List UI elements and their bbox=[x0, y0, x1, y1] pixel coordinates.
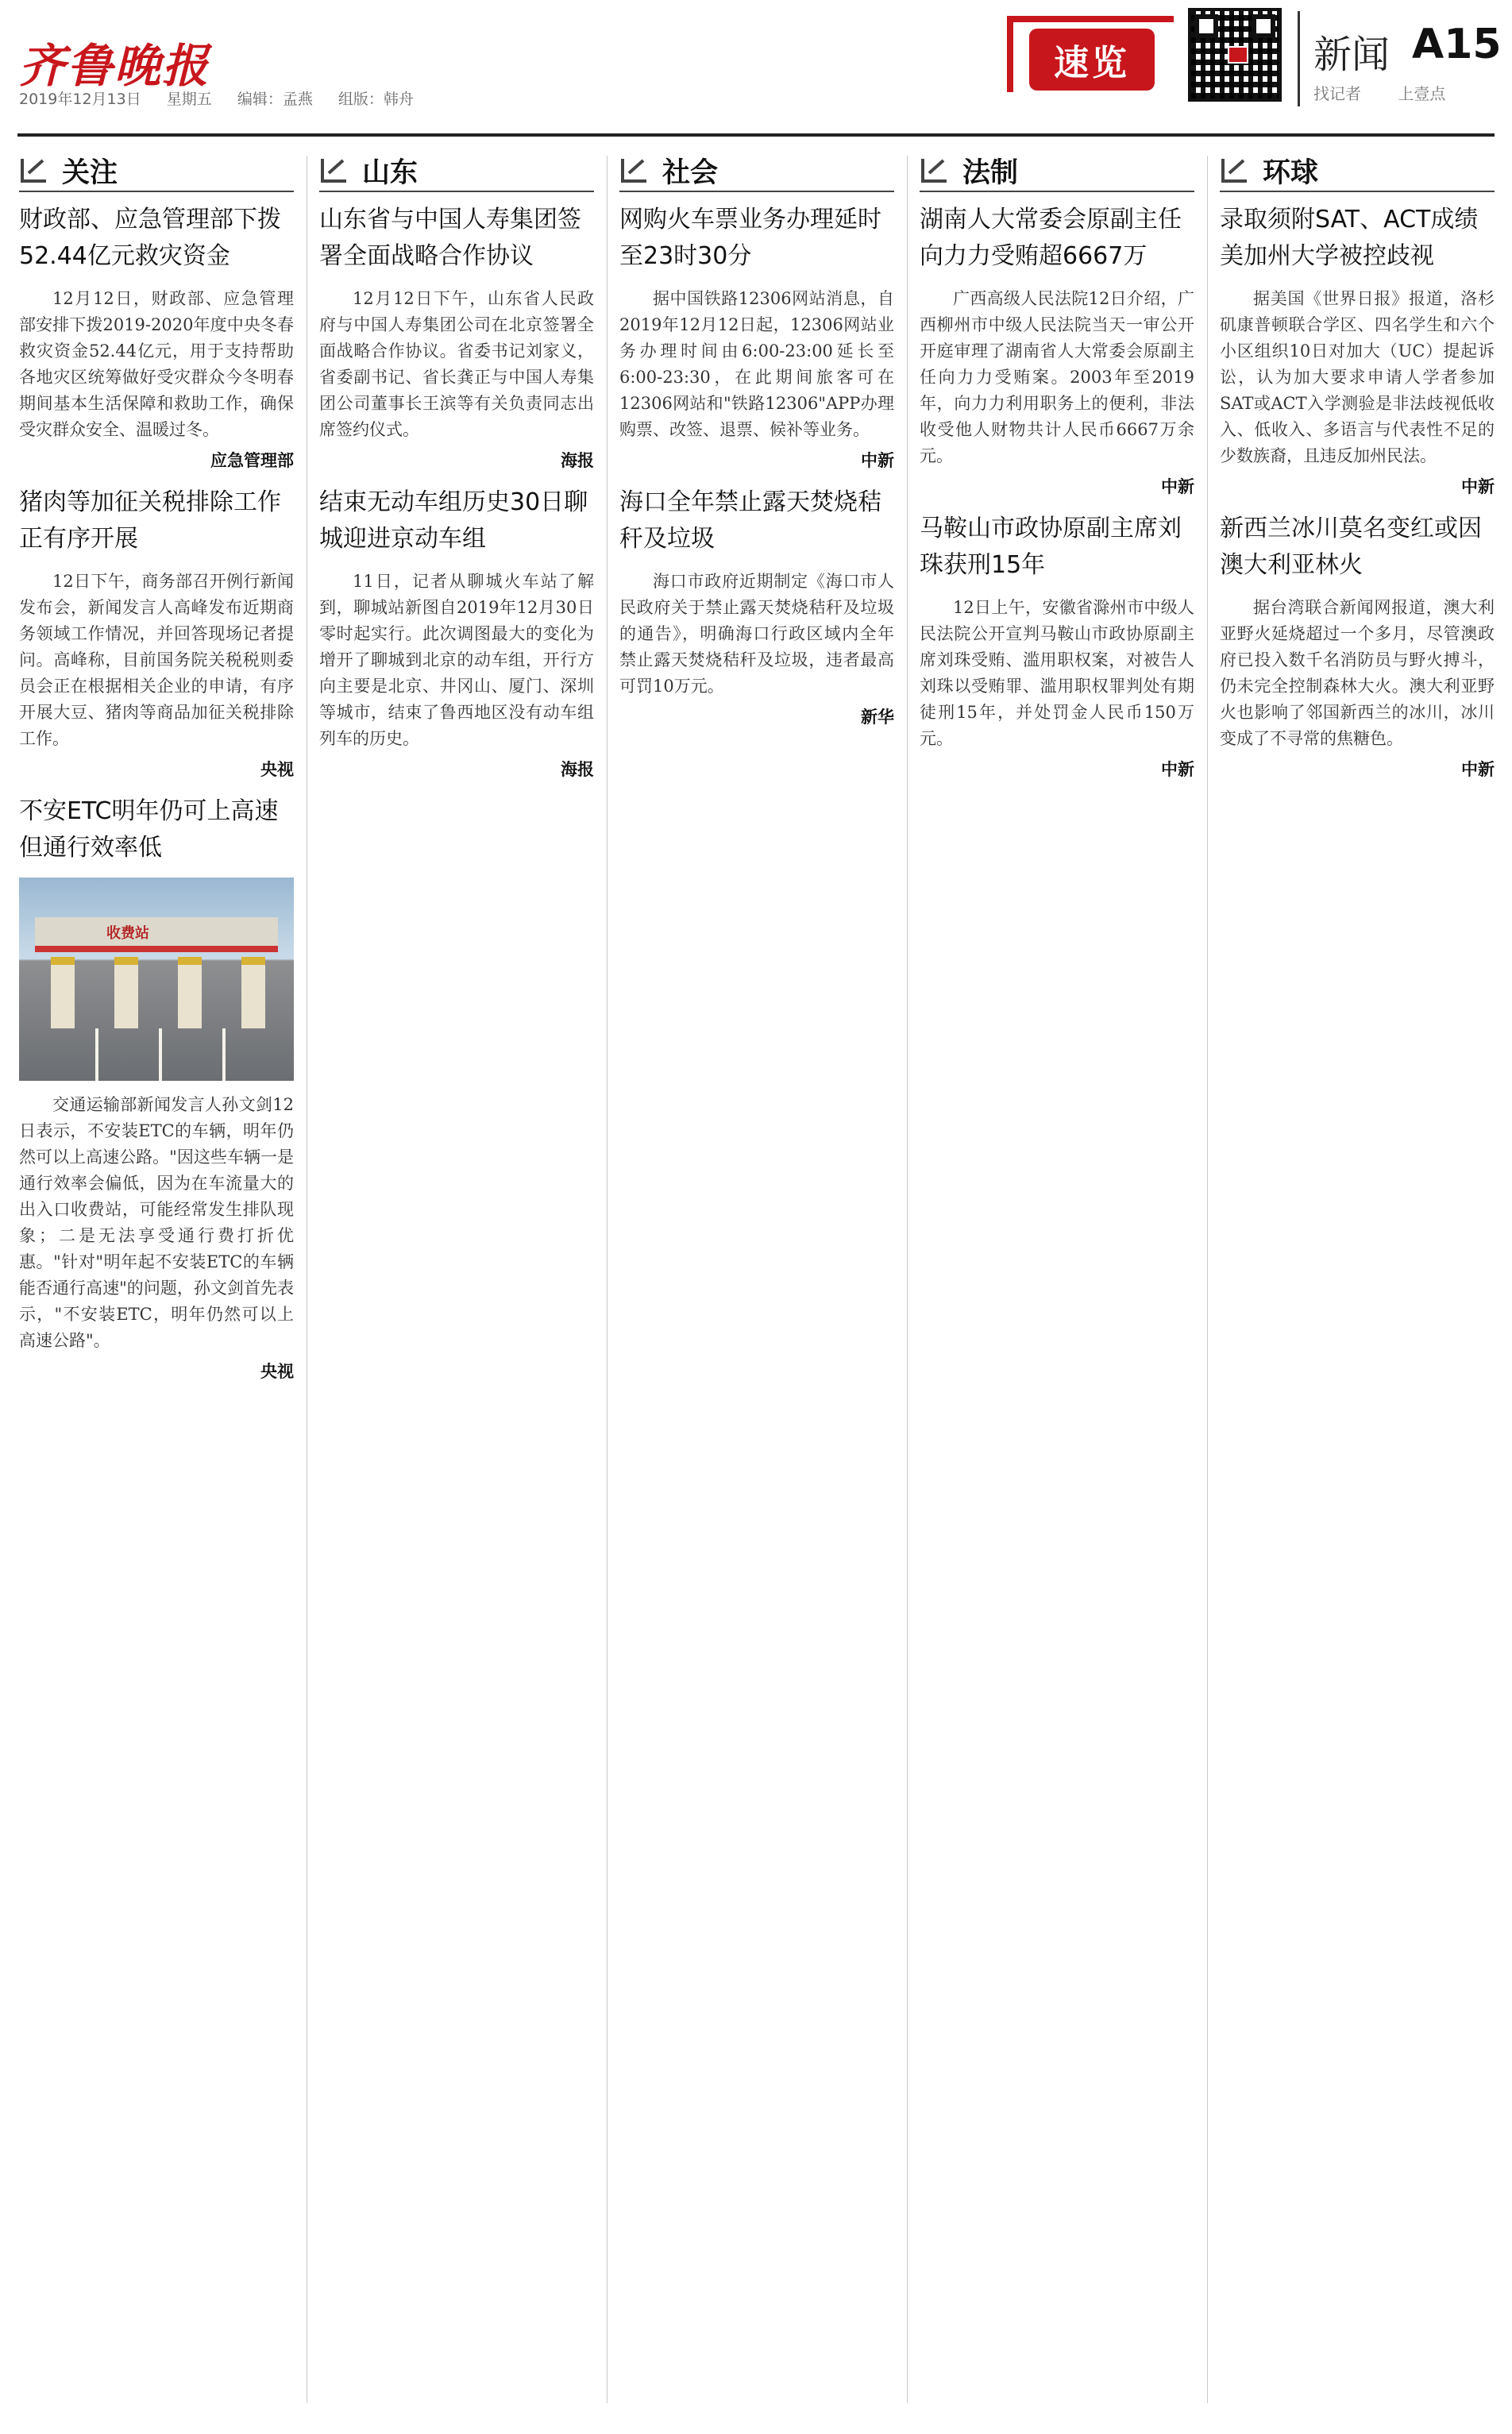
section-underline bbox=[19, 191, 294, 192]
article-body: 据中国铁路12306网站消息，自2019年12月12日起，12306网站业务办理时间由6:00-23:00延长至6:00-23:30，在此期间旅客可在12306网站和"铁路12306"APP办理购票、改签、退票、候补等业务。 bbox=[619, 289, 894, 439]
masthead bbox=[0, 0, 1512, 131]
article-source: 中新 bbox=[1461, 760, 1495, 779]
article-body: 海口市政府近期制定《海口市人民政府关于禁止露天焚烧秸秆及垃圾的通告》，明确海口行政区域内全年禁止露天焚烧秸秆及垃圾，违者最高可罚10万元。 bbox=[619, 572, 894, 696]
article-body: 12月12日，财政部、应急管理部安排下拨2019-2020年度中央冬春救灾资金52.44亿元，用于支持帮助各地灾区统筹做好受灾群众今冬明春期间基本生活保障和救助工作，确保受灾群众安全、温暖过冬。 bbox=[19, 289, 294, 439]
section-label: 山东 bbox=[362, 157, 418, 189]
toll-canopy bbox=[35, 917, 278, 952]
column-3 bbox=[619, 151, 894, 741]
article-source: 中新 bbox=[1461, 477, 1495, 496]
issue-editor: 编辑：孟燕 bbox=[237, 91, 313, 108]
article-source: 中新 bbox=[861, 451, 894, 470]
section-bracket-icon bbox=[1220, 156, 1250, 184]
section-label: 法制 bbox=[962, 157, 1019, 189]
section-underline bbox=[920, 191, 1194, 192]
article-headline: 结束无动车组历史30日聊城迎进京动车组 bbox=[319, 488, 588, 553]
section-header bbox=[319, 151, 594, 189]
masthead-divider bbox=[1298, 11, 1300, 106]
section-bracket-icon bbox=[619, 156, 650, 184]
article-source: 央视 bbox=[260, 1362, 294, 1381]
section-underline bbox=[319, 191, 594, 192]
article-headline: 网购火车票业务办理延时至23时30分 bbox=[619, 206, 881, 270]
article-source: 中新 bbox=[1161, 760, 1194, 779]
section-label: 关注 bbox=[62, 157, 118, 189]
column-divider bbox=[1207, 156, 1208, 2403]
article-body: 11日，记者从聊城火车站了解到，聊城站新图自2019年12月30日零时起实行。此次调图最大的变化为增开了聊城到北京的动车组，开行方向主要是北京、井冈山、厦门、深圳等城市，结束了鲁西地区没有动车组列车的历史。 bbox=[319, 572, 594, 748]
toll-booth bbox=[51, 957, 75, 1028]
section-underline bbox=[619, 191, 894, 192]
issue-date: 2019年12月13日 bbox=[19, 91, 141, 108]
article-headline: 湖南人大常委会原副主任向力力受贿超6667万 bbox=[920, 206, 1182, 270]
article-source: 应急管理部 bbox=[210, 451, 294, 470]
article-body: 广西高级人民法院12日介绍，广西柳州市中级人民法院当天一审公开开庭审理了湖南省人大常委会原副主任向力力受贿案。2003年至2019年，向力力利用职务上的便利，非法收受他人财物共计人民币6667万余元。 bbox=[920, 289, 1194, 465]
toll-booth bbox=[178, 957, 202, 1028]
toll-station-photo bbox=[19, 878, 294, 1081]
lane-marking bbox=[95, 1028, 98, 1081]
qr-center-mark bbox=[1228, 46, 1248, 64]
issue-weekday: 星期五 bbox=[166, 91, 212, 108]
reporter-label: 找记者 bbox=[1313, 84, 1361, 103]
section-header bbox=[1220, 151, 1495, 189]
reporter-line bbox=[1313, 81, 1477, 104]
newspaper-logo: 齐鲁晚报 bbox=[19, 39, 210, 93]
column-1 bbox=[19, 151, 294, 1395]
article-headline: 录取须附SAT、ACT成绩美加州大学被控歧视 bbox=[1220, 206, 1479, 270]
article-source: 央视 bbox=[260, 760, 294, 779]
column-4 bbox=[920, 151, 1194, 793]
section-header bbox=[920, 151, 1194, 189]
column-divider bbox=[607, 156, 608, 2403]
page-section-name: 新闻 bbox=[1313, 33, 1390, 77]
article-headline: 马鞍山市政协原副主席刘珠获刑15年 bbox=[920, 515, 1182, 579]
section-header bbox=[19, 151, 294, 189]
article-headline: 不安ETC明年仍可上高速但通行效率低 bbox=[19, 797, 279, 862]
section-label: 环球 bbox=[1263, 157, 1319, 189]
issue-line bbox=[19, 87, 434, 109]
lane-marking bbox=[222, 1028, 226, 1081]
article-headline: 猪肉等加征关税排除工作正有序开展 bbox=[19, 488, 281, 553]
page-number: A15 bbox=[1412, 21, 1502, 68]
lane-marking bbox=[159, 1028, 162, 1081]
article-headline: 海口全年禁止露天焚烧秸秆及垃圾 bbox=[619, 488, 881, 553]
article-headline: 财政部、应急管理部下拨52.44亿元救灾资金 bbox=[19, 206, 281, 270]
section-label: 社会 bbox=[662, 157, 719, 189]
top-rule bbox=[17, 133, 1495, 137]
article-body: 交通运输部新闻发言人孙文剑12日表示，不安装ETC的车辆，明年仍然可以上高速公路。"因这些车辆一是通行效率会偏低，因为在车流量大的出入口收费站，可能经常发生排队现象；二是无法享受通行费打折优惠。"针对"明年起不安装ETC的车辆能否通行高速"的问题，孙文剑首先表示，"不安装ETC，明年仍然可以上高速公路"。 bbox=[19, 1095, 294, 1350]
section-header bbox=[619, 151, 894, 189]
article-headline: 山东省与中国人寿集团签署全面战略合作协议 bbox=[319, 206, 581, 270]
column-5 bbox=[1220, 151, 1495, 793]
toll-booth bbox=[114, 957, 138, 1028]
article-body: 12月12日下午，山东省人民政府与中国人寿集团公司在北京签署全面战略合作协议。省委书记刘家义，省委副书记、省长龚正与中国人寿集团公司董事长王滨等有关负责同志出席签约仪式。 bbox=[319, 289, 594, 439]
article-body: 据美国《世界日报》报道，洛杉矶康普顿联合学区、四名学生和六个小区组织10日对加大（UC）提起诉讼，认为加大要求申请人学者参加SAT或ACT入学测验是非法歧视低收入、低收入、多语言与代表性不足的少数族裔，且违反加州民法。 bbox=[1220, 289, 1495, 465]
speed-badge: 速览 bbox=[1029, 29, 1155, 91]
section-underline bbox=[1220, 191, 1495, 192]
section-bracket-icon bbox=[19, 156, 49, 184]
section-bracket-icon bbox=[920, 156, 950, 184]
article-headline: 新西兰冰川莫名变红或因澳大利亚林火 bbox=[1220, 515, 1482, 579]
article-source: 中新 bbox=[1161, 477, 1194, 496]
toll-sign: 收费站 bbox=[106, 925, 149, 942]
issue-layout: 组版：韩舟 bbox=[338, 91, 414, 108]
column-divider bbox=[907, 156, 908, 2403]
article-source: 新华 bbox=[861, 708, 894, 727]
article-body: 12日上午，安徽省滁州市中级人民法院公开宣判马鞍山市政协原副主席刘珠受贿、滥用职权案，对被告人刘珠以受贿罪、滥用职权罪判处有期徒刑15年，并处罚金人民币150万元。 bbox=[920, 598, 1194, 748]
reporter-action: 上壹点 bbox=[1398, 84, 1446, 103]
article-source: 海报 bbox=[561, 451, 594, 470]
toll-booth bbox=[241, 957, 265, 1028]
section-bracket-icon bbox=[319, 156, 349, 184]
article-source: 海报 bbox=[561, 760, 594, 779]
article-body: 12日下午，商务部召开例行新闻发布会，新闻发言人高峰发布近期商务领域工作情况，并回答现场记者提问。高峰称，目前国务院关税税则委员会正在根据相关企业的申请，有序开展大豆、猪肉等商品加征关税排除工作。 bbox=[19, 572, 294, 748]
column-2 bbox=[319, 151, 594, 793]
article-body: 据台湾联合新闻网报道，澳大利亚野火延烧超过一个多月，尽管澳政府已投入数千名消防员与野火搏斗，仍未完全控制森林大火。澳大利亚野火也影响了邻国新西兰的冰川，冰川变成了不寻常的焦糖色。 bbox=[1220, 598, 1495, 748]
